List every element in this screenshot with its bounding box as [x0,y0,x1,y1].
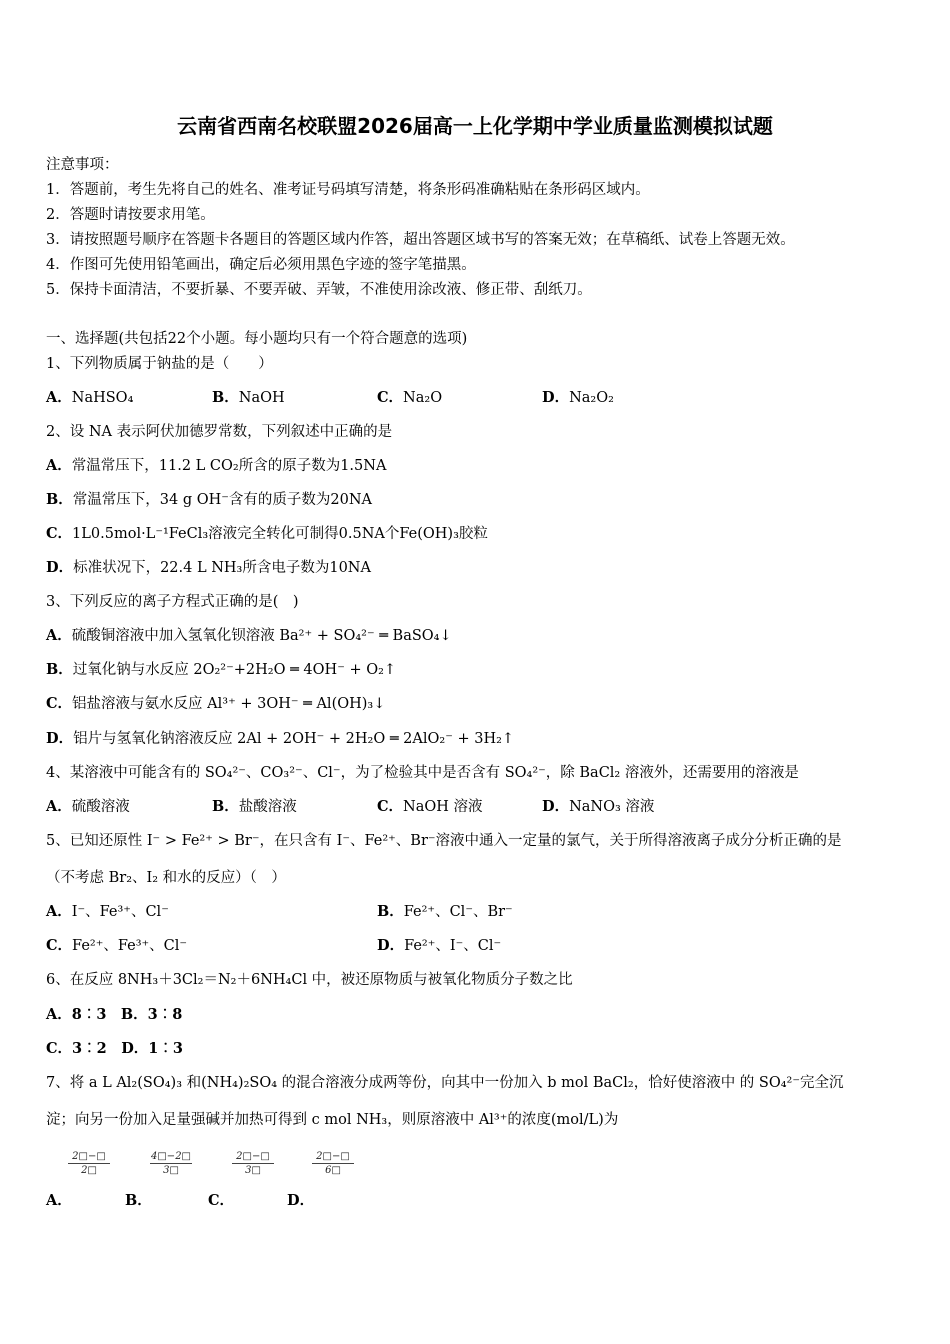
question-4-stem: 4、某溶液中可能含有的 SO₄²⁻、CO₃²⁻、Cl⁻，为了检验其中是否含有 SO₄²⁻，除 BaCl₂ 溶液外，还需要用的溶液是 [46,765,799,781]
question-5-stem-line1: 5、已知还原性 I⁻ > Fe²⁺ > Br⁻，在只含有 I⁻、Fe²⁺、Br⁻溶液中通入一定量的氯气，关于所得溶液离子成分分析正确的是 [46,833,842,849]
question-2-stem: 2、设 NA 表示阿伏加德罗常数，下列叙述中正确的是 [46,424,393,440]
q6-options-cd: C．3︰2 D．1︰3 [46,1040,183,1057]
question-3-stem: 3、下列反应的离子方程式正确的是( ) [46,594,299,610]
q7-option-b-label: B． [125,1192,152,1209]
q2-option-d: D．标准状况下，22.4 L NH₃所含电子数为10NA [46,559,371,576]
q3-option-a: A．硫酸铜溶液中加入氢氧化钡溶液 Ba²⁺ + SO₄²⁻ ═ BaSO₄↓ [46,627,452,644]
section-heading: 一、选择题(共包括22个小题。每小题均只有一个符合题意的选项) [46,331,468,347]
q7-option-d-label: D． [287,1192,315,1209]
q4-option-b: B．盐酸溶液 [212,798,297,815]
q4-option-d: D．NaNO₃ 溶液 [542,798,655,815]
notice-item-4: 4．作图可先使用铅笔画出，确定后必须用黑色字迹的签字笔描黑。 [46,257,476,273]
q7-fraction-a: $\frac{2□-□}{2□}$ [68,1151,110,1176]
q7-fraction-d: $\frac{2□-□}{6□}$ [312,1151,354,1176]
question-5-stem-line2: （不考虑 Br₂、I₂ 和水的反应）（ ） [46,870,286,886]
question-7-stem-line1: 7、将 a L Al₂(SO₄)₃ 和(NH₄)₂SO₄ 的混合溶液分成两等份，向其中一份加入 b mol BaCl₂，恰好使溶液中 的 SO₄²⁻完全沉 [46,1075,844,1091]
question-1-stem: 1、下列物质属于钠盐的是（ ） [46,356,273,372]
page-title: 云南省西南名校联盟2026届高一上化学期中学业质量监测模拟试题 [177,114,773,138]
q1-option-a: A．NaHSO₄ [46,389,134,406]
notice-item-3: 3．请按照题号顺序在答题卡各题目的答题区域内作答，超出答题区域书写的答案无效；在草稿纸、试卷上答题无效。 [46,232,795,248]
q3-option-d: D．铝片与氢氧化钠溶液反应 2Al + 2OH⁻ + 2H₂O ═ 2AlO₂⁻ + 3H₂↑ [46,730,515,747]
q1-option-d: D．Na₂O₂ [542,389,614,406]
q2-option-c: C．1L0.5mol·L⁻¹FeCl₃溶液完全转化可制得0.5NA个Fe(OH)₃胶粒 [46,525,488,542]
q3-option-b: B．过氧化钠与水反应 2O₂²⁻+2H₂O ═ 4OH⁻ + O₂↑ [46,661,397,678]
q3-option-c: C．铝盐溶液与氨水反应 Al³⁺ + 3OH⁻ ═ Al(OH)₃↓ [46,695,386,712]
q6-options-ab: A．8︰3 B．3︰8 [46,1006,183,1023]
q5-option-d: D．Fe²⁺、I⁻、Cl⁻ [377,937,502,954]
q2-option-b: B．常温常压下，34 g OH⁻含有的质子数为20NA [46,491,373,508]
notice-heading: 注意事项： [46,157,119,173]
q5-option-c: C．Fe²⁺、Fe³⁺、Cl⁻ [46,937,188,954]
q1-option-b: B．NaOH [212,389,285,406]
q5-option-a: A．I⁻、Fe³⁺、Cl⁻ [46,903,169,920]
q1-option-c: C．Na₂O [377,389,443,406]
q7-fraction-b: $\frac{4□-2□}{3□}$ [151,1151,191,1176]
question-6-stem: 6、在反应 8NH₃＋3Cl₂＝N₂＋6NH₄Cl 中，被还原物质与被氧化物质分子数之比 [46,972,573,988]
q5-option-b: B．Fe²⁺、Cl⁻、Br⁻ [377,903,513,920]
q7-option-a-label: A． [46,1192,72,1209]
q4-option-c: C．NaOH 溶液 [377,798,483,815]
q4-option-a: A．硫酸溶液 [46,798,130,815]
question-7-stem-line2: 淀；向另一份加入足量强碱并加热可得到 c mol NH₃，则原溶液中 Al³⁺的浓度(mol/L)为 [46,1112,619,1128]
q7-option-c-label: C． [208,1192,235,1209]
notice-item-5: 5．保持卡面清洁，不要折暴、不要弄破、弄皱，不准使用涂改液、修正带、刮纸刀。 [46,282,592,298]
q7-fraction-c: $\frac{2□-□}{3□}$ [232,1151,274,1176]
notice-item-2: 2．答题时请按要求用笔。 [46,207,215,223]
q2-option-a: A．常温常压下，11.2 L CO₂所含的原子数为1.5NA [46,457,387,474]
notice-item-1: 1．答题前，考生先将自己的姓名、准考证号码填写清楚，将条形码准确粘贴在条形码区域内。 [46,182,650,198]
